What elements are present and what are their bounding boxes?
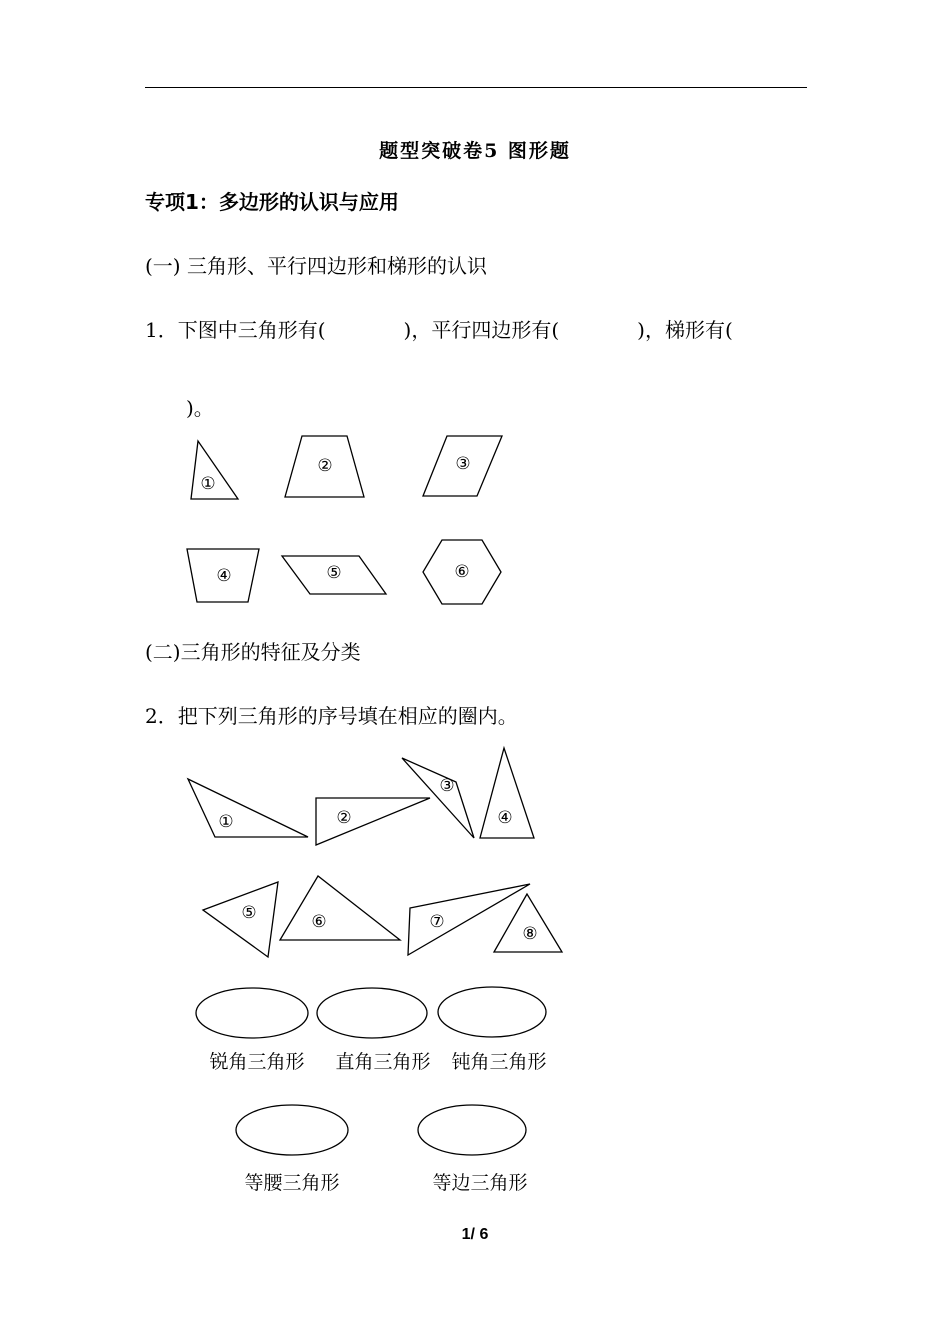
oval-equilateral — [418, 1105, 526, 1155]
label-obtuse: 钝角三角形 — [451, 1051, 547, 1073]
triangle-6 — [280, 876, 400, 940]
label-isosceles: 等腰三角形 — [244, 1172, 340, 1194]
triangle-7-label: ⑦ — [429, 912, 445, 932]
triangle-1 — [188, 779, 308, 837]
section-heading: 专项1：多边形的认识与应用 — [145, 190, 399, 214]
shape-5-label: ⑤ — [326, 563, 342, 583]
oval-right — [317, 988, 427, 1038]
page-number: 1/ 6 — [461, 1226, 489, 1243]
triangle-3-label: ③ — [439, 776, 455, 796]
triangle-5-label: ⑤ — [241, 903, 257, 923]
question-1-mid2: )，梯形有( — [637, 318, 733, 342]
shape-3-label: ③ — [455, 454, 471, 474]
shape-6-label: ⑥ — [454, 562, 470, 582]
label-right: 直角三角形 — [335, 1051, 431, 1073]
triangle-4-label: ④ — [497, 808, 513, 828]
shape-1-label: ① — [200, 474, 216, 494]
shape-4-label: ④ — [216, 566, 232, 586]
subsection-heading-2: (二)三角形的特征及分类 — [145, 640, 361, 664]
question-1-end: )。 — [186, 396, 214, 420]
oval-acute — [196, 988, 308, 1038]
question-1-mid1: )，平行四边形有( — [403, 318, 560, 342]
oval-obtuse — [438, 987, 546, 1037]
triangle-8-label: ⑧ — [522, 924, 538, 944]
triangle-7 — [408, 884, 530, 955]
label-equilateral: 等边三角形 — [432, 1172, 528, 1194]
page-title: 题型突破卷5 图形题 — [379, 140, 571, 162]
oval-isosceles — [236, 1105, 348, 1155]
triangle-1-label: ① — [218, 812, 234, 832]
question-1-prefix: 1．下图中三角形有( — [145, 318, 326, 342]
subsection-heading-1: (一) 三角形、平行四边形和梯形的认识 — [145, 254, 487, 278]
label-acute: 锐角三角形 — [209, 1051, 305, 1073]
shape-2-label: ② — [317, 456, 333, 476]
triangle-2-label: ② — [336, 808, 352, 828]
triangle-2 — [316, 798, 430, 845]
triangle-6-label: ⑥ — [311, 912, 327, 932]
question-2: 2．把下列三角形的序号填在相应的圈内。 — [145, 704, 518, 728]
